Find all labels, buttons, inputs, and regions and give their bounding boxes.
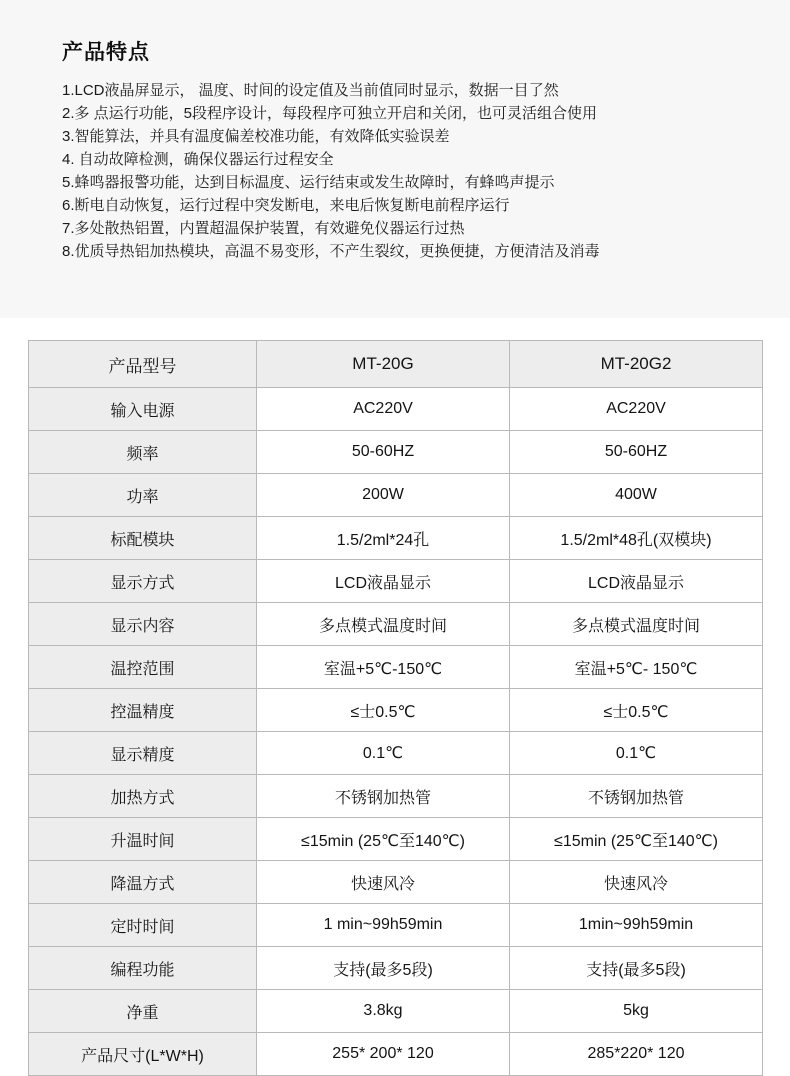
feature-item: 1.LCD液晶屏显示， 温度、时间的设定值及当前值同时显示，数据一目了然 bbox=[62, 82, 559, 100]
table-row bbox=[29, 689, 763, 732]
table-header-cell: MT-20G2 bbox=[510, 341, 763, 388]
row-label: 温控范围 bbox=[29, 646, 257, 689]
row-label: 升温时间 bbox=[29, 818, 257, 861]
row-label: 控温精度 bbox=[29, 689, 257, 732]
table-row bbox=[29, 646, 763, 689]
feature-item: 7.多处散热铝置，内置超温保护装置，有效避免仪器运行过热 bbox=[62, 220, 465, 238]
row-value-model1: 多点模式温度时间 bbox=[257, 603, 510, 646]
table-row bbox=[29, 861, 763, 904]
table-row bbox=[29, 904, 763, 947]
table-row bbox=[29, 1033, 763, 1076]
row-value-model2: 不锈钢加热管 bbox=[510, 775, 763, 818]
row-value-model2: 1min~99h59min bbox=[510, 904, 763, 947]
row-value-model1: ≤15min (25℃至140℃) bbox=[257, 818, 510, 861]
feature-item: 4. 自动故障检测，确保仪器运行过程安全 bbox=[62, 151, 334, 169]
row-value-model2: 50-60HZ bbox=[510, 431, 763, 474]
row-value-model2: 285*220* 120 bbox=[510, 1033, 763, 1076]
feature-item: 5.蜂鸣器报警功能，达到目标温度、运行结束或发生故障时，有蜂鸣声提示 bbox=[62, 174, 555, 192]
row-value-model1: AC220V bbox=[257, 388, 510, 431]
row-value-model1: 50-60HZ bbox=[257, 431, 510, 474]
row-value-model2: 0.1℃ bbox=[510, 732, 763, 775]
row-value-model1: ≤士0.5℃ bbox=[257, 689, 510, 732]
table-row bbox=[29, 603, 763, 646]
table-header-cell: 产品型号 bbox=[29, 341, 257, 388]
table-row bbox=[29, 732, 763, 775]
row-value-model2: 1.5/2ml*48孔(双模块) bbox=[510, 517, 763, 560]
row-value-model1: 0.1℃ bbox=[257, 732, 510, 775]
row-label: 功率 bbox=[29, 474, 257, 517]
feature-item: 2.多 点运行功能，5段程序设计，每段程序可独立开启和关闭，也可灵活组合使用 bbox=[62, 105, 598, 123]
row-value-model2: LCD液晶显示 bbox=[510, 560, 763, 603]
row-value-model2: 支持(最多5段) bbox=[510, 947, 763, 990]
row-label: 显示方式 bbox=[29, 560, 257, 603]
row-value-model1: 快速风冷 bbox=[257, 861, 510, 904]
row-value-model2: ≤15min (25℃至140℃) bbox=[510, 818, 763, 861]
row-value-model1: 255* 200* 120 bbox=[257, 1033, 510, 1076]
row-value-model1: LCD液晶显示 bbox=[257, 560, 510, 603]
row-label: 频率 bbox=[29, 431, 257, 474]
table-row bbox=[29, 818, 763, 861]
row-value-model1: 1 min~99h59min bbox=[257, 904, 510, 947]
feature-item: 3.智能算法，并具有温度偏差校准功能，有效降低实验误差 bbox=[62, 128, 450, 146]
row-label: 输入电源 bbox=[29, 388, 257, 431]
row-label: 产品尺寸(L*W*H) bbox=[29, 1033, 257, 1076]
row-value-model1: 1.5/2ml*24孔 bbox=[257, 517, 510, 560]
specification-table bbox=[28, 340, 763, 1076]
row-label: 显示内容 bbox=[29, 603, 257, 646]
row-value-model1: 不锈钢加热管 bbox=[257, 775, 510, 818]
row-label: 编程功能 bbox=[29, 947, 257, 990]
feature-item: 6.断电自动恢复，运行过程中突发断电，来电后恢复断电前程序运行 bbox=[62, 197, 510, 215]
row-value-model2: AC220V bbox=[510, 388, 763, 431]
row-value-model1: 3.8kg bbox=[257, 990, 510, 1033]
row-value-model2: 400W bbox=[510, 474, 763, 517]
table-row bbox=[29, 990, 763, 1033]
row-value-model2: 多点模式温度时间 bbox=[510, 603, 763, 646]
row-value-model2: 5kg bbox=[510, 990, 763, 1033]
row-value-model1: 200W bbox=[257, 474, 510, 517]
product-features-panel bbox=[0, 0, 790, 318]
specification-table-wrapper bbox=[28, 340, 762, 1076]
row-value-model1: 支持(最多5段) bbox=[257, 947, 510, 990]
row-label: 显示精度 bbox=[29, 732, 257, 775]
row-value-model2: ≤士0.5℃ bbox=[510, 689, 763, 732]
table-row bbox=[29, 474, 763, 517]
table-row bbox=[29, 775, 763, 818]
product-features-list bbox=[62, 79, 750, 263]
row-label: 定时时间 bbox=[29, 904, 257, 947]
table-row bbox=[29, 517, 763, 560]
table-row bbox=[29, 388, 763, 431]
feature-item: 8.优质导热铝加热模块，高温不易变形，不产生裂纹，更换便捷，方便清洁及消毒 bbox=[62, 243, 600, 261]
row-label: 降温方式 bbox=[29, 861, 257, 904]
table-header-cell: MT-20G bbox=[257, 341, 510, 388]
row-label: 标配模块 bbox=[29, 517, 257, 560]
table-row bbox=[29, 431, 763, 474]
row-value-model2: 快速风冷 bbox=[510, 861, 763, 904]
product-features-content bbox=[62, 40, 750, 263]
product-features-title: 产品特点 bbox=[62, 41, 150, 64]
row-label: 净重 bbox=[29, 990, 257, 1033]
row-value-model1: 室温+5℃-150℃ bbox=[257, 646, 510, 689]
row-label: 加热方式 bbox=[29, 775, 257, 818]
table-row bbox=[29, 560, 763, 603]
table-row bbox=[29, 947, 763, 990]
table-header-row bbox=[29, 341, 763, 388]
row-value-model2: 室温+5℃- 150℃ bbox=[510, 646, 763, 689]
